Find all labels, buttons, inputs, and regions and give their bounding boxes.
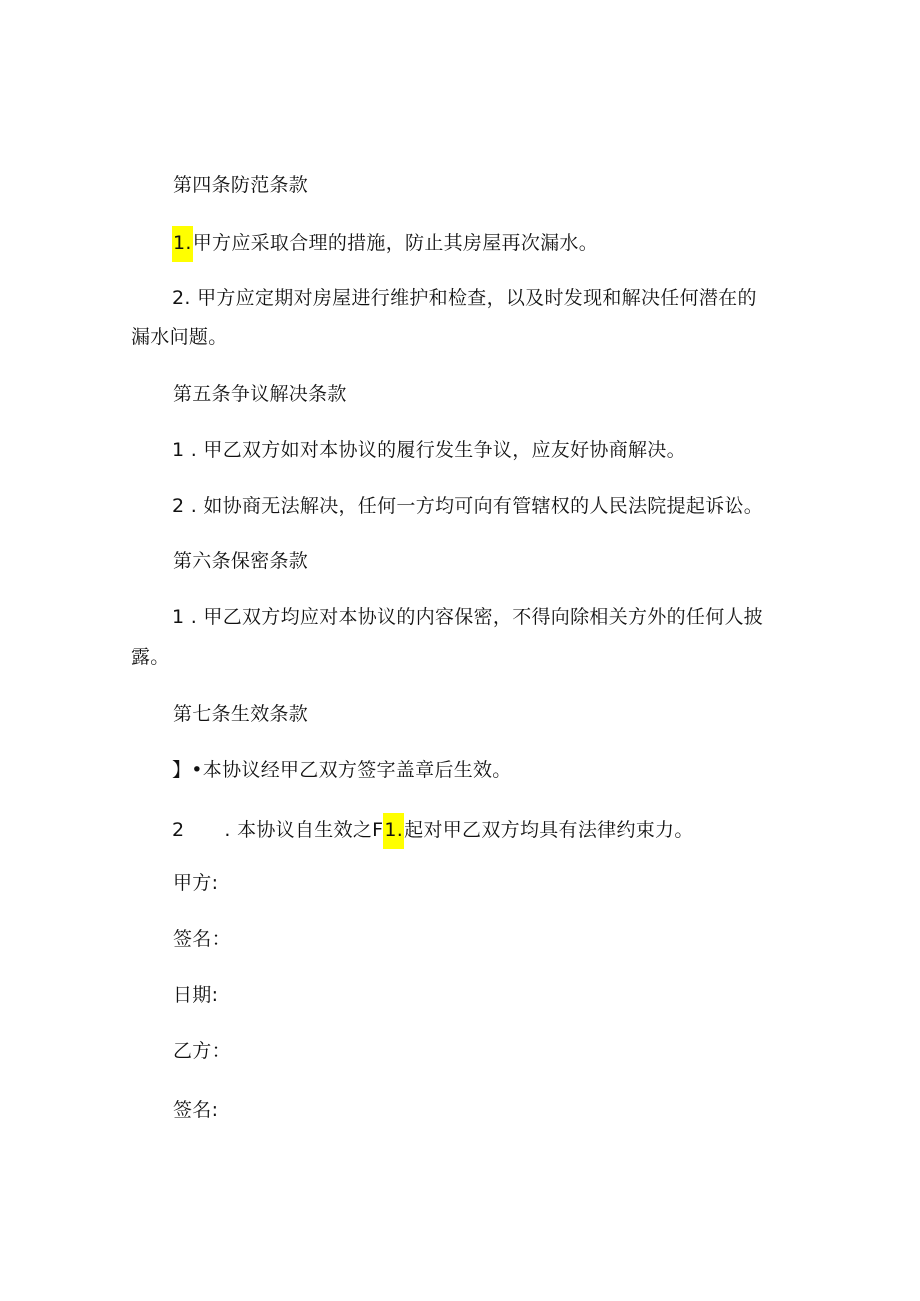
article4-item2-line2: 漏水问题。 (131, 326, 228, 348)
highlight-mark: 1. (172, 226, 193, 262)
party-b-label: 乙方： (173, 1040, 231, 1062)
article6-item1-line1: 1 . 甲乙双方均应对本协议的内容保密，不得向除相关方外的任何人披 (172, 606, 764, 628)
highlight-mark: 1. (383, 813, 404, 849)
article4-item1 (172, 226, 598, 262)
party-a-label: 甲方: (173, 872, 219, 894)
article4-title: 第四条防范条款 (173, 174, 309, 196)
article5-item1: 1 . 甲乙双方如对本协议的履行发生争议，应友好协商解决。 (172, 439, 686, 461)
article5-item2: 2 . 如协商无法解决，任何一方均可向有管辖权的人民法院提起诉讼。 (172, 495, 764, 517)
article6-title: 第六条保密条款 (173, 550, 309, 572)
date-label: 日期: (173, 984, 219, 1006)
article7-item1: 】•本协议经甲乙双方签字盖章后生效。 (172, 759, 512, 781)
article7-item2-num: 2 (172, 819, 185, 841)
article7-item2 (172, 813, 694, 849)
signature-label: 签名: (173, 1099, 219, 1121)
article5-title: 第五条争议解决条款 (173, 383, 347, 405)
signature-label: 签名： (173, 928, 231, 950)
article4-item1-text: 甲方应采取合理的措施，防止其房屋再次漏水。 (192, 232, 599, 254)
article4-item2-line1: 2. 甲方应定期对房屋进行维护和检查，以及时发现和解决任何潜在的 (172, 287, 757, 309)
article7-item2-post: 起对甲乙双方均具有法律约束力。 (404, 819, 694, 841)
article7-item2-pre: . 本协议自生效之F (224, 819, 384, 841)
article7-title: 第七条生效条款 (173, 703, 309, 725)
article6-item1-line2: 露。 (131, 646, 170, 668)
